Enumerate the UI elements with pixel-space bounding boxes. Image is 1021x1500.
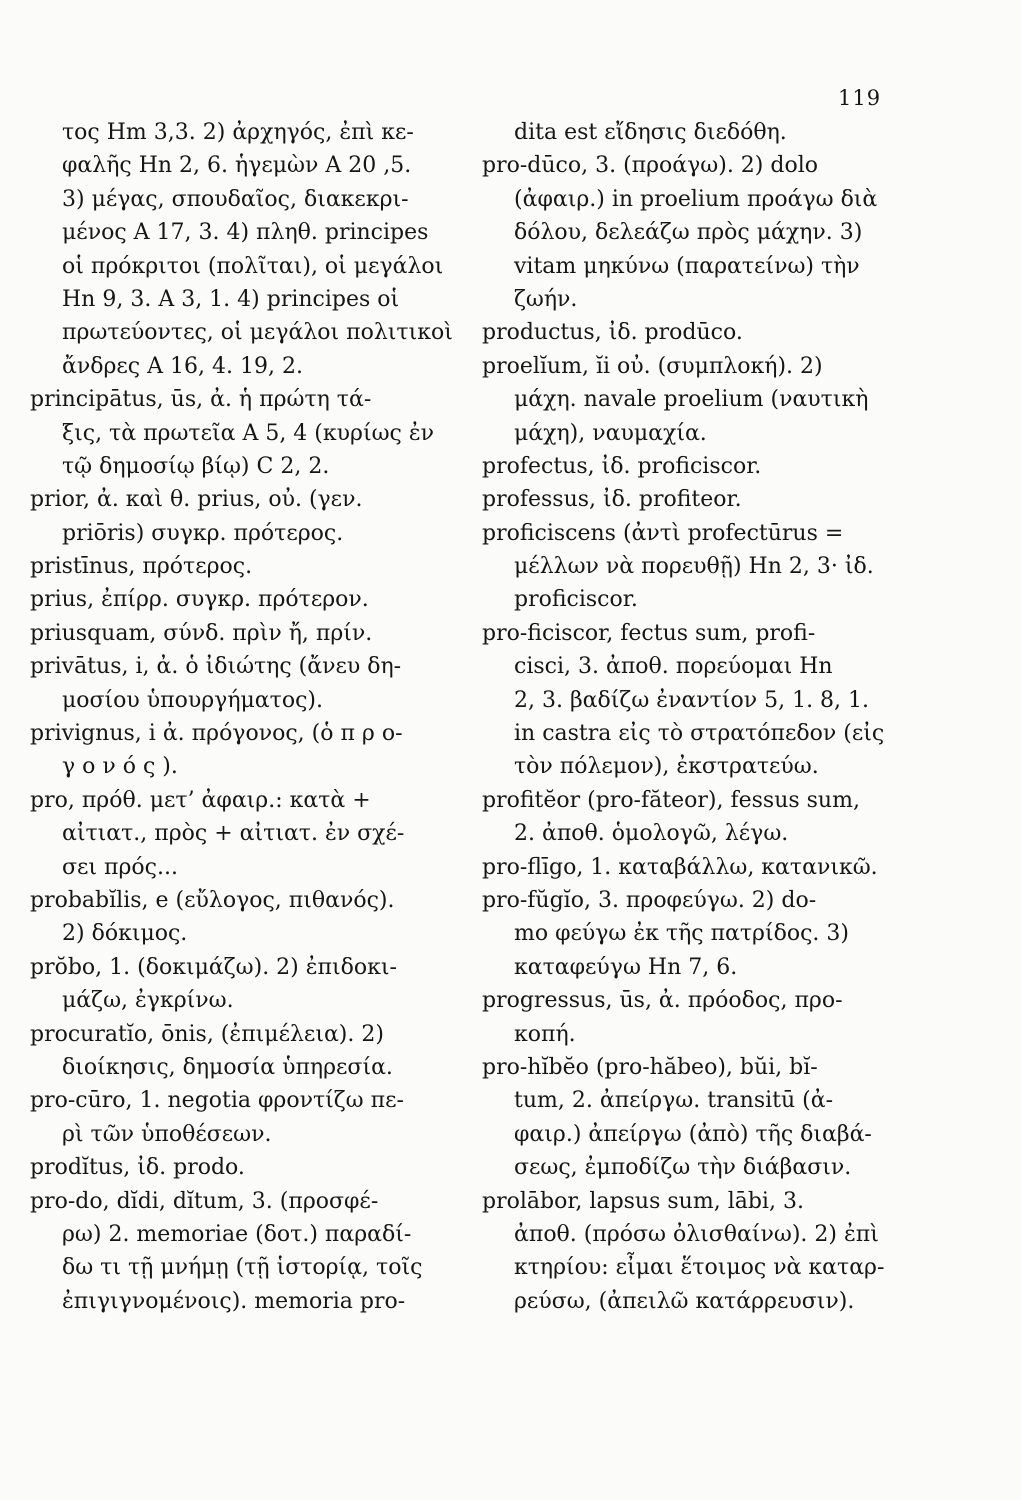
entry-continuation-line: 2) δόκιμος. [62,921,188,947]
entry-continuation-line: priōris) συγκρ. πρότερος. [62,520,344,546]
page-number: 119 [838,86,882,110]
entry-continuation-line: μάχη), ναυμαχία. [514,420,707,446]
entry-headword-line: pro-dūco, 3. (προάγω). 2) dolo [482,153,818,179]
entry-continuation-line: αἰτιατ., πρὸς + αἰτιατ. ἐν σχέ- [62,821,405,847]
entry-continuation-line: μάχη. navale proelium (ναυτικὴ [514,387,869,413]
entry-continuation-line: φαλῆς Hn 2, 6. ἡγεμὼν A 20 ,5. [62,153,412,179]
entry-continuation-line: κτηρίου: εἶμαι ἕτοιμος νὰ καταρ- [514,1255,885,1281]
entry-continuation-line: δόλου, δελεάζω πρὸς μάχην. 3) [514,220,863,246]
entry-continuation-line: μέλλων νὰ πορευθῇ) Hn 2, 3· ἰδ. [514,554,874,580]
entry-headword-line: prius, ἐπίρρ. συγκρ. πρότερον. [30,587,369,613]
entry-continuation-line: vitam μηκύνω (παρατείνω) τὴν [514,253,860,279]
entry-continuation-line: τὸν πόλεμον), ἐκστρατεύω. [514,754,819,780]
entry-continuation-line: ξις, τὰ πρωτεῖα A 5, 4 (κυρίως ἐν [62,420,435,446]
entry-headword-line: proficiscens (ἀντὶ profectūrus = [482,520,844,546]
entry-continuation-line: φαιρ.) ἀπείργω (ἀπὸ) τῆς διαβά- [514,1121,872,1147]
right-column [482,116,922,1318]
entry-headword-line: pro-ficiscor, fectus sum, profi- [482,620,816,646]
entry-continuation-line: κοπή. [514,1021,576,1047]
entry-headword-line: pro-flīgo, 1. καταβάλλω, κατανικῶ. [482,854,878,880]
entry-headword-line: professus, ἰδ. profiteor. [482,487,742,513]
entry-headword-line: proelĭum, ĭi οὐ. (συμπλοκή). 2) [482,353,823,379]
entry-continuation-line: mo φεύγω ἐκ τῆς πατρίδος. 3) [514,921,849,947]
entry-headword-line: principātus, ūs, ἀ. ἡ πρώτη τά- [30,387,372,413]
entry-headword-line: prolābor, lapsus sum, lābi, 3. [482,1188,804,1214]
entry-continuation-line: cisci, 3. ἀποθ. πορεύομαι Hn [514,654,833,680]
entry-headword-line: procuratĭo, ōnis, (ἐπιμέλεια). 2) [30,1021,384,1047]
entry-continuation-line: μάζω, ἐγκρίνω. [62,988,234,1014]
entry-continuation-line: tum, 2. ἀπείργω. transitū (ἀ- [514,1088,834,1114]
entry-continuation-line: πρωτεύοντες, οἱ μεγάλοι πολιτικοὶ [62,320,453,346]
entry-headword-line: pro-do, dĭdi, dĭtum, 3. (προσφέ- [30,1188,379,1214]
entry-headword-line: prŏbo, 1. (δοκιμάζω). 2) ἐπιδοκι- [30,954,397,980]
entry-continuation-line: Hn 9, 3. A 3, 1. 4) principes οἱ [62,286,400,312]
entry-continuation-line: ρεύσω, (ἀπειλῶ κατάρρευσιν). [514,1288,855,1314]
entry-continuation-line: ἄνδρες A 16, 4. 19, 2. [62,353,303,379]
entry-headword-line: probabĭlis, e (εὔλογος, πιθανός). [30,887,395,913]
entry-continuation-line: (ἀφαιρ.) in proelium προάγω διὰ [514,186,878,212]
entry-headword-line: pro-cūro, 1. negotia φροντίζω πε- [30,1088,404,1114]
entry-continuation-line: μένος A 17, 3. 4) πληθ. principes [62,220,429,246]
entry-headword-line: pristīnus, πρότερος. [30,554,253,580]
entry-continuation-line: 2. ἀποθ. ὁμολογῶ, λέγω. [514,821,789,847]
entry-continuation-line: ρω) 2. memoriae (δοτ.) παραδί- [62,1221,412,1247]
entry-continuation-line: ρὶ τῶν ὑποθέσεων. [62,1121,272,1147]
entry-continuation-line: οἱ πρόκριτοι (πολῖται), οἱ μεγάλοι [62,253,444,279]
entry-continuation-line: dita est εἴδησις διεδόθη. [514,120,787,145]
entry-headword-line: pro-hĭbĕo (pro-hăbeo), bŭi, bĭ- [482,1054,818,1080]
entry-continuation-line: 3) μέγας, σπουδαῖος, διακεκρι- [62,186,409,212]
entry-continuation-line: ἀποθ. (πρόσω ὀλισθαίνω). 2) ἐπὶ [514,1221,879,1247]
entry-headword-line: privignus, i ἀ. πρόγονος, (ὁ π ρ ο- [30,721,403,747]
entry-headword-line: prior, ἀ. καὶ θ. prius, οὐ. (γεν. [30,487,363,513]
entry-continuation-line: 2, 3. βαδίζω ἐναντίον 5, 1. 8, 1. [514,687,870,713]
entry-continuation-line: ἐπιγιγνομένοις). memoria pro- [62,1288,406,1314]
entry-continuation-line: γ ο ν ό ς ). [62,754,178,780]
entry-continuation-line: διοίκησις, δημοσία ὑπηρεσία. [62,1054,393,1080]
entry-headword-line: profectus, ἰδ. proficiscor. [482,453,762,479]
entry-continuation-line: σει πρός... [62,854,178,880]
entry-headword-line: pro-fŭgĭo, 3. προφεύγω. 2) do- [482,887,817,913]
entry-headword-line: privātus, i, ἀ. ὁ ἰδιώτης (ἄνευ δη- [30,654,402,680]
entry-continuation-line: proficiscor. [514,587,638,613]
entry-headword-line: priusquam, σύνδ. πρὶν ἤ, πρίν. [30,620,373,646]
entry-headword-line: profitĕor (pro-făteor), fessus sum, [482,787,860,813]
entry-continuation-line: τος Hm 3,3. 2) ἀρχηγός, ἐπὶ κε- [62,120,414,145]
left-column [30,116,470,1318]
entry-headword-line: productus, ἰδ. prodūco. [482,320,743,346]
entry-continuation-line: ζωήν. [514,286,578,312]
entry-headword-line: progressus, ūs, ἀ. πρόοδος, προ- [482,988,843,1014]
entry-continuation-line: in castra εἰς τὸ στρατόπεδον (εἰς [514,721,885,747]
entry-continuation-line: τῷ δημοσίῳ βίῳ) C 2, 2. [62,453,330,479]
entry-continuation-line: σεως, ἐμποδίζω τὴν διάβασιν. [514,1155,852,1181]
entry-continuation-line: δω τι τῇ μνήμῃ (τῇ ἱστορίᾳ, τοῖς [62,1255,423,1281]
entry-headword-line: prodĭtus, ἰδ. prodo. [30,1155,245,1181]
entry-continuation-line: μοσίου ὑπουργήματος). [62,687,323,713]
entry-continuation-line: καταφεύγω Hn 7, 6. [514,954,738,980]
entry-headword-line: pro, πρόθ. μετ’ ἀφαιρ.: κατὰ + [30,787,371,813]
